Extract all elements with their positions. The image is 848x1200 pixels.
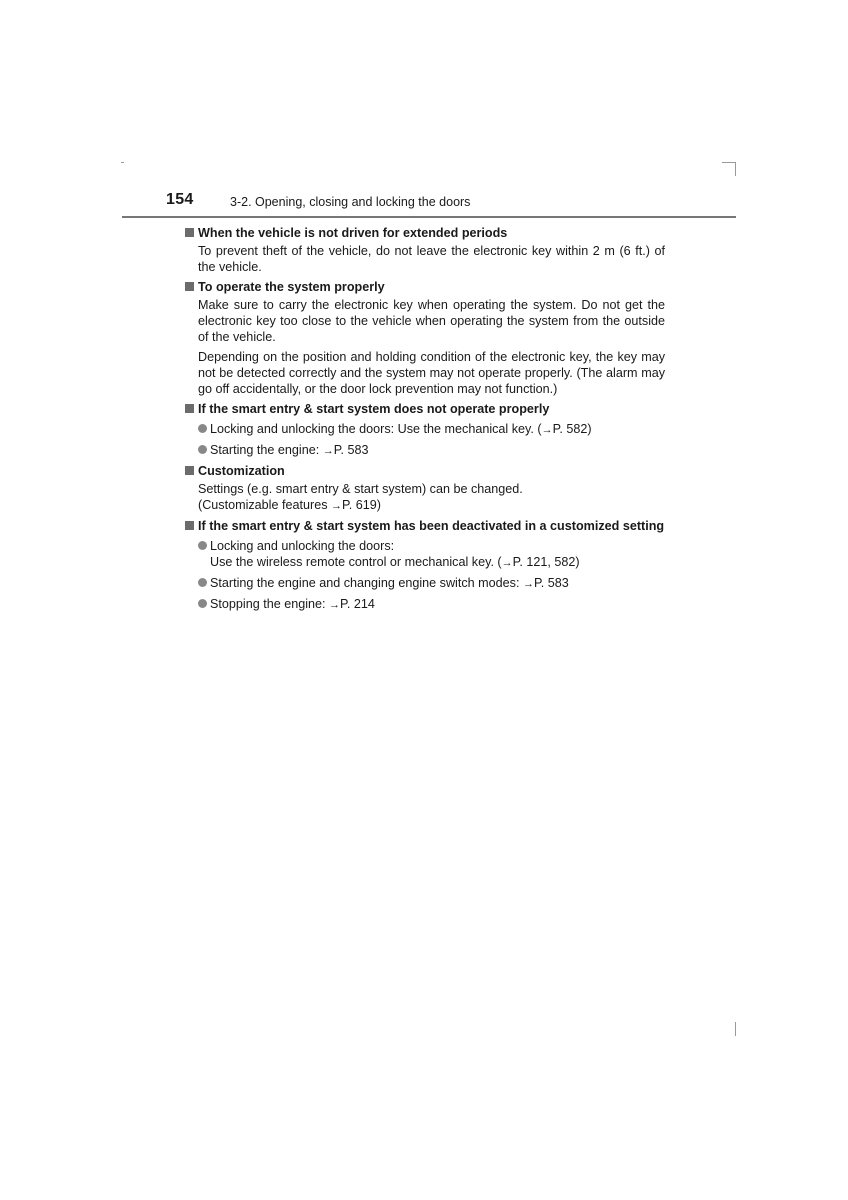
section-heading: Customization — [185, 463, 665, 479]
round-bullet-icon — [198, 599, 207, 608]
arrow-right-icon: → — [541, 424, 553, 436]
paragraph: To prevent theft of the vehicle, do not leave the electronic key within 2 m (6 ft.) of the vehicle. — [198, 244, 665, 274]
arrow-right-icon: → — [501, 557, 513, 569]
square-bullet-icon — [185, 404, 194, 413]
square-bullet-icon — [185, 282, 194, 291]
page-reference-link[interactable]: P. 583 — [533, 576, 569, 590]
page-header — [122, 190, 736, 218]
square-bullet-icon — [185, 521, 194, 530]
section-heading: If the smart entry & start system has been deactivated in a customized setting — [185, 518, 665, 534]
arrow-right-icon: → — [331, 500, 342, 512]
round-bullet-icon — [198, 578, 207, 587]
list-item: Starting the engine: →P. 583 — [198, 442, 665, 459]
crop-mark-top-right — [722, 162, 736, 163]
list-item: Starting the engine and changing engine switch modes: →P. 583 — [198, 575, 665, 592]
section-heading: To operate the system properly — [185, 279, 665, 295]
square-bullet-icon — [185, 466, 194, 475]
page-number: 154 — [166, 191, 194, 208]
paragraph: Make sure to carry the electronic key when operating the system. Do not get the electronic key too close to the vehicle when operating the system from the outside of the vehicle. — [198, 298, 665, 344]
page-reference-link[interactable]: P. 582) — [552, 422, 592, 436]
header-rule — [122, 216, 736, 218]
paragraph: Settings (e.g. smart entry & start system) can be changed. (Customizable features →P. 619) — [198, 482, 523, 512]
section-heading: If the smart entry & start system does not operate properly — [185, 401, 665, 417]
page-content — [185, 225, 665, 613]
section-heading: When the vehicle is not driven for extended periods — [185, 225, 665, 241]
page-reference-link[interactable]: P. 214 — [340, 597, 375, 611]
page-reference-link[interactable]: P. 583 — [333, 443, 369, 457]
crop-mark-top-right-vertical — [735, 162, 736, 176]
arrow-right-icon: → — [329, 599, 341, 611]
list-item: Locking and unlocking the doors: Use the wireless remote control or mechanical key. (→P. 121, 582) — [198, 538, 665, 571]
square-bullet-icon — [185, 228, 194, 237]
round-bullet-icon — [198, 541, 207, 550]
page-reference-link[interactable]: P. 619) — [342, 498, 381, 512]
round-bullet-icon — [198, 445, 207, 454]
list-item: Stopping the engine: →P. 214 — [198, 596, 665, 613]
arrow-right-icon: → — [522, 578, 534, 590]
crop-mark-top-left — [121, 162, 124, 163]
page-reference-link[interactable]: P. 121, 582) — [512, 555, 580, 569]
crop-mark-bottom-right — [735, 1022, 736, 1036]
paragraph: Depending on the position and holding condition of the electronic key, the key may not be detected correctly and the system may not operate properly. (The alarm may go off accidentally, or the door lock prevention may not function.) — [198, 350, 665, 396]
section-title: 3-2. Opening, closing and locking the doors — [230, 195, 471, 209]
arrow-right-icon: → — [322, 445, 334, 457]
list-item: Locking and unlocking the doors: Use the mechanical key. (→P. 582) — [198, 421, 665, 438]
round-bullet-icon — [198, 424, 207, 433]
